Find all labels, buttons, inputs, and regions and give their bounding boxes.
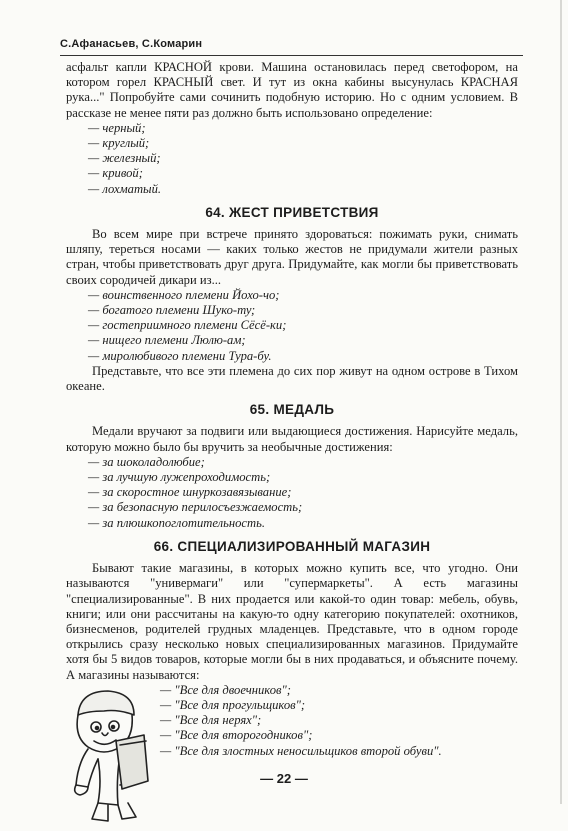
- list-item: — "Все для неряx";: [160, 713, 262, 728]
- section-65-title: 65. МЕДАЛЬ: [249, 402, 335, 418]
- section-64-title: 64. ЖЕСТ ПРИВЕТСТВИЯ: [205, 204, 379, 220]
- list-item: — за скоростное шнуркозавязывание;: [88, 485, 292, 500]
- page-text: [66, 60, 518, 827]
- list-item: — лохматый.: [88, 181, 162, 196]
- intro-paragraph: асфальт капли КРАСНОЙ крови. Машина остановилась перед светофором, на котором горел КРАСНЫЙ свет. И тут из окна кабины высунулась КРАСНАЯ рука..." Попробуйте сами сочинить подобную историю. Но с одним условием. В рассказе не менее пяти раз должно быть использовано определение:: [66, 60, 518, 120]
- header-rule: [60, 55, 523, 56]
- list-item: — "Все для прогульщиков";: [160, 697, 306, 712]
- boy-with-bag-illustration: [58, 685, 154, 827]
- list-item: — круглый;: [88, 136, 150, 151]
- section-66-paragraph: Бывают такие магазины, в которых можно купить все, что угодно. Они называются "универмаги" или "супермаркеты". А есть магазины "специализированные". В них продается или какой-то один товар: мебель, обувь, книги; или они рассчитаны на какую-то одну категорию покупателей: охотников, бизнесменов, родителей грудных младенцев. Представьте, что в одном городе открылись сразу несколько новых специализированных магазинов. Придумайте хотя бы 5 видов товаров, которые могли бы в них продаваться, и объясните почему. А магазины называются:: [66, 561, 518, 682]
- list-item: — богатого племени Шуко-ту;: [88, 303, 256, 318]
- intro-list: [66, 121, 518, 197]
- list-item: — гостеприимного племени Сёсё-ки;: [88, 318, 287, 333]
- section-64-paragraph-2: Представьте, что все эти племена до сих пор живут на одном острове в Тихом океане.: [66, 363, 518, 394]
- list-item: — нищего племени Люлю-ам;: [88, 333, 246, 348]
- section-65-paragraph: Медали вручают за подвиги или выдающиеся достижения. Нарисуйте медаль, которую можно было бы вручить за необычные достижения:: [66, 424, 518, 454]
- list-item: — черный;: [88, 120, 146, 135]
- cartoon-illustration: [58, 685, 154, 827]
- page-edge: [560, 0, 562, 804]
- section-66-body: [66, 561, 518, 759]
- list-item: — за безопасную перилосъезжаемость;: [88, 500, 303, 515]
- list-item: — за шоколадолюбие;: [88, 454, 205, 469]
- list-item: — за плюшкопоглотительность.: [88, 515, 265, 530]
- section-64-list: [66, 288, 518, 364]
- list-item: — за лучшую лужепроходимость;: [88, 470, 271, 485]
- list-item: — "Все для второгодников";: [160, 728, 313, 743]
- list-item: — "Все для двоечников";: [160, 682, 291, 697]
- list-item: — кривой;: [88, 166, 143, 181]
- list-item: — железный;: [88, 151, 161, 166]
- section-64-paragraph: Во всем мире при встрече принято здороваться: пожимать руки, снимать шляпу, тереться носами — каких только жестов не придумали жители разных стран, чтобы приветствовать друг друга. Придумайте, как могли бы приветствовать своих сородичей дикари из...: [66, 227, 518, 287]
- running-header: С.Афанасьев, С.Комарин: [60, 38, 203, 50]
- list-item: — "Все для злостных неносильщиков второй обуви".: [160, 743, 442, 758]
- page-number: — 22 —: [260, 771, 308, 786]
- list-item: — воинственного племени Йохо-чо;: [88, 287, 280, 302]
- section-66-title: 66. СПЕЦИАЛИЗИРОВАННЫЙ МАГАЗИН: [153, 538, 431, 554]
- list-item: — миролюбивого племени Тура-бу.: [88, 348, 272, 363]
- section-65-list: [66, 455, 518, 531]
